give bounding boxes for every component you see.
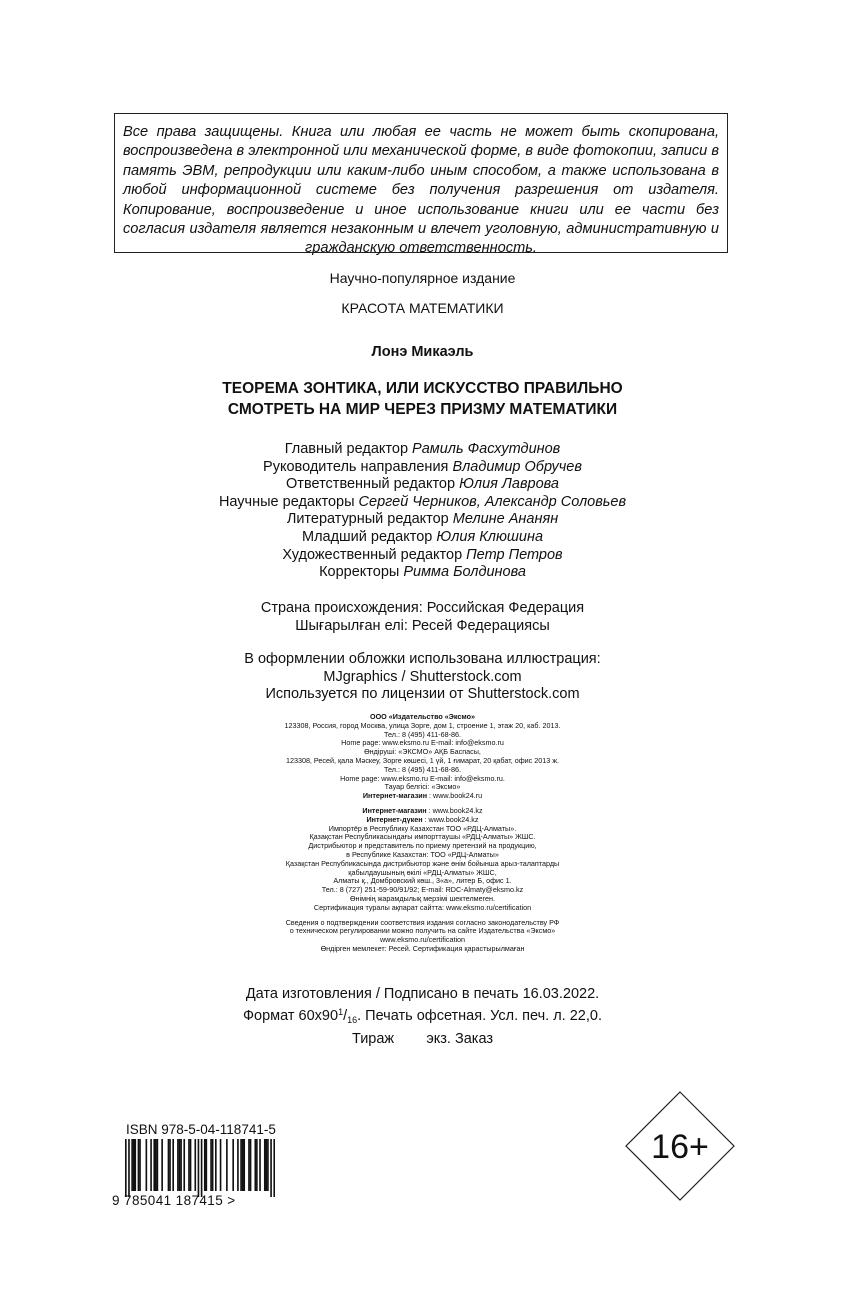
staff-role: Литературный редактор xyxy=(286,511,449,528)
barcode-bar xyxy=(237,1139,239,1191)
staff-line xyxy=(0,441,845,459)
isbn-label: ISBN 978-5-04-118741-5 xyxy=(126,1122,276,1137)
print-format xyxy=(0,1003,845,1029)
format-slash: / xyxy=(343,1008,348,1025)
shop-kz-label: Интернет-магазин xyxy=(362,805,427,815)
barcode-bar xyxy=(273,1139,275,1197)
copyright-notice-box xyxy=(114,113,728,257)
barcode-bar xyxy=(226,1139,228,1191)
barcode-bar xyxy=(168,1139,170,1191)
distributor: Дистрибьютор и представитель по приему претензий на продукцию, xyxy=(308,841,537,851)
publisher-kz-address: 123308, Ресей, қала Мәскеу, Зорге көшесі, 1 үй, 1 ғимарат, 20 қабат, офис 2013 ж. xyxy=(285,755,560,765)
shelf-life: Өнімнің жарамдылық мерзімі шектелмеген. xyxy=(349,893,496,903)
barcode-bar xyxy=(153,1139,155,1191)
staff-name: Мелине Ананян xyxy=(452,511,559,528)
age-rating-text: 16+ xyxy=(651,1128,709,1166)
barcode-bar xyxy=(169,1139,171,1191)
conformity-line-2: о техническом регулировании можно получить на сайте Издательства «Эксмо» xyxy=(289,926,556,936)
age-rating-badge xyxy=(625,1091,735,1201)
publisher-shop xyxy=(0,792,845,801)
barcode-bar xyxy=(267,1139,269,1191)
staff-line xyxy=(0,529,845,547)
series-name: КРАСОТА МАТЕМАТИКИ xyxy=(341,300,504,316)
barcode-bar xyxy=(206,1139,208,1191)
staff-line xyxy=(0,459,845,477)
barcode-bar xyxy=(256,1139,258,1191)
barcode-bar xyxy=(254,1139,256,1191)
staff-name: Сергей Черников, Александр Соловьев xyxy=(358,493,627,510)
book-title-line-1: ТЕОРЕМА ЗОНТИКА, ИЛИ ИСКУССТВО ПРАВИЛЬНО xyxy=(222,380,623,397)
barcode-bar xyxy=(139,1139,141,1191)
barcode-bar xyxy=(212,1139,214,1191)
staff-name: Рамиль Фасхутдинов xyxy=(412,441,561,457)
author-name: Лонэ Микаэль xyxy=(371,344,474,360)
cover-credit-line-3: Используется по лицензии от Shutterstock.com xyxy=(265,686,580,703)
copyright-notice: Все права защищены. Книга или любая ее часть не может быть скопирована, воспроизведена в электронной или механической форме, в виде фотокопии, записи в память ЭВМ, репродукции или каким-либо иным способом, а также использована в любой информационной системе без получения разрешения от издателя. Копирование, воспроизведение и иное использование книги или ее части без согласия издателя является незаконным и влечет уголовную, административную и гражданскую ответственность. xyxy=(123,124,719,257)
barcode-bar xyxy=(201,1139,203,1197)
cover-credit xyxy=(0,651,845,704)
barcode-bar xyxy=(146,1139,148,1191)
barcode-bar xyxy=(215,1139,217,1191)
staff-role: Главный редактор xyxy=(284,441,409,457)
barcode-bar xyxy=(190,1139,192,1191)
barcode-bar xyxy=(242,1139,244,1191)
barcode-bar xyxy=(194,1139,196,1191)
shop-kz2-label: Интернет-дүкен xyxy=(366,814,423,824)
distributor-kz: Қазақстан Республикасында дистрибьютор және өнім бойынша арыз-талаптарды xyxy=(285,858,560,868)
almaty-phone: Тел.: 8 (727) 251-59-90/91/92; E-mail: RDC-Almaty@eksmo.kz xyxy=(321,885,524,895)
barcode-bar xyxy=(204,1139,206,1191)
barcode-bar xyxy=(266,1139,268,1191)
isbn-barcode-digits: 9 785041 187415 > xyxy=(112,1193,236,1208)
book-title xyxy=(0,378,845,420)
barcode-bar xyxy=(125,1139,127,1197)
publisher-web: Home page: www.eksmo.ru E-mail: info@eksmo.ru xyxy=(341,738,504,748)
shop-kz2-value: : www.book24.kz xyxy=(422,814,479,824)
genre-label: Научно-популярное издание xyxy=(329,270,516,286)
publisher-trademark: Тауар белгісі: «Эксмо» xyxy=(384,782,461,792)
publisher-kz-maker: Өндіруші: «ЭКСМО» АҚБ Баспасы, xyxy=(364,747,481,757)
staff-name: Римма Болдинова xyxy=(403,564,526,581)
barcode-bar xyxy=(270,1139,272,1197)
importer-kz: Қазақстан Республикасындағы импорттаушы «РДЦ-Алматы» ЖШС. xyxy=(309,832,536,842)
format-denominator: 16 xyxy=(347,1015,358,1026)
barcode-bar xyxy=(128,1139,130,1197)
book-title-line-2: СМОТРЕТЬ НА МИР ЧЕРЕЗ ПРИЗМУ МАТЕМАТИКИ xyxy=(227,401,618,418)
barcode-bar xyxy=(198,1139,200,1197)
certification-kz: Сертификация туралы ақпарат сайтта: www.eksmo.ru/certification xyxy=(313,902,532,912)
importer: Импортёр в Республику Казахстан ТОО «РДЦ-Алматы». xyxy=(328,823,517,833)
barcode-bar xyxy=(131,1139,133,1191)
staff-line xyxy=(0,511,845,529)
barcode-bar xyxy=(232,1139,234,1191)
barcode-bar xyxy=(150,1139,152,1191)
staff-role: Корректоры xyxy=(319,564,400,581)
barcode-bar xyxy=(188,1139,190,1191)
editorial-staff xyxy=(0,441,845,582)
barcode-bar xyxy=(183,1139,185,1191)
print-info xyxy=(0,985,845,1048)
staff-role: Художественный редактор xyxy=(282,546,463,563)
publisher-kz-phone: Тел.: 8 (495) 411-68-86. xyxy=(384,764,461,774)
barcode-bar xyxy=(240,1139,242,1191)
format-suffix: . Печать офсетная. Усл. печ. л. 22,0. xyxy=(357,1008,602,1025)
staff-name: Юлия Клюшина xyxy=(436,528,544,545)
shop-kz-value: : www.book24.kz xyxy=(426,805,483,815)
staff-line xyxy=(0,547,845,565)
publisher-kz-web: Home page: www.eksmo.ru E-mail: info@eksmo.ru. xyxy=(340,773,505,783)
barcode-bar xyxy=(134,1139,136,1191)
staff-line xyxy=(0,476,845,494)
staff-name: Юлия Лаврова xyxy=(459,476,559,493)
circulation-label: Тираж xyxy=(351,1030,395,1047)
barcode-bar xyxy=(259,1139,261,1191)
staff-role: Научные редакторы xyxy=(218,493,355,510)
isbn-barcode xyxy=(125,1139,275,1197)
format-numerator: 1 xyxy=(338,1007,344,1018)
origin-kz: Өндірген мемлекет: Ресей. Сертификация қарастырылмаған xyxy=(320,943,525,953)
circulation-suffix: экз. Заказ xyxy=(426,1030,494,1047)
almaty-address: Алматы қ., Домбровский көш., 3«а», литер Б, офис 1. xyxy=(333,876,512,886)
format-prefix: Формат 60x90 xyxy=(243,1008,339,1025)
barcode-bar xyxy=(248,1139,250,1191)
barcode-bar xyxy=(133,1139,135,1191)
barcode-bar xyxy=(220,1139,222,1191)
print-date: Дата изготовления / Подписано в печать 16.03.2022. xyxy=(245,986,600,1002)
publisher-address: 123308, Россия, город Москва, улица Зорге, дом 1, строение 1, этаж 20, каб. 2013. xyxy=(284,720,561,730)
barcode-bar xyxy=(243,1139,245,1191)
print-circulation xyxy=(0,1030,845,1048)
barcode-bar xyxy=(250,1139,252,1191)
cover-credit-line-2: MJgraphics / Shutterstock.com xyxy=(323,668,522,685)
shop-label: Интернет-магазин xyxy=(362,791,428,801)
country-ru: Страна происхождения: Российская Федерация xyxy=(260,600,585,616)
staff-line xyxy=(0,494,845,512)
staff-role: Младший редактор xyxy=(301,528,433,545)
staff-role: Руководитель направления xyxy=(263,458,449,475)
barcode-bar xyxy=(161,1139,163,1191)
country-of-origin xyxy=(0,599,845,635)
staff-name: Владимир Обручев xyxy=(452,458,582,475)
barcode-bar xyxy=(180,1139,182,1191)
country-kz: Шығарылған елі: Ресей Федерациясы xyxy=(295,618,550,634)
publisher-phone: Тел.: 8 (495) 411-68-86. xyxy=(384,729,461,739)
staff-line xyxy=(0,564,845,582)
barcode-bar xyxy=(264,1139,266,1191)
barcode-bar xyxy=(157,1139,159,1191)
staff-role: Ответственный редактор xyxy=(286,476,456,493)
staff-name: Петр Петров xyxy=(466,546,563,563)
cover-credit-line-1: В оформлении обложки использована иллюстрация: xyxy=(244,651,601,667)
barcode-bar xyxy=(177,1139,179,1191)
distributor-kz-2: қабылдаушының өкілі «РДЦ-Алматы» ЖШС, xyxy=(348,867,497,877)
barcode-bar xyxy=(179,1139,181,1191)
shop-value: : www.book24.ru xyxy=(427,791,483,801)
distributor-2: в Республике Казахстан: ТОО «РДЦ-Алматы» xyxy=(346,849,499,859)
conformity-line-1: Сведения о подтверждении соответствия издания согласно законодательству РФ xyxy=(285,917,560,927)
barcode-bar xyxy=(155,1139,157,1191)
barcode-bar xyxy=(210,1139,212,1191)
barcode-bar xyxy=(138,1139,140,1191)
publisher-name: ООО «Издательство «Эксмо» xyxy=(369,712,475,721)
publisher-info xyxy=(0,713,845,954)
barcode-bar xyxy=(172,1139,174,1191)
conformity-line-3: www.eksmo.ru/certification xyxy=(379,935,466,945)
